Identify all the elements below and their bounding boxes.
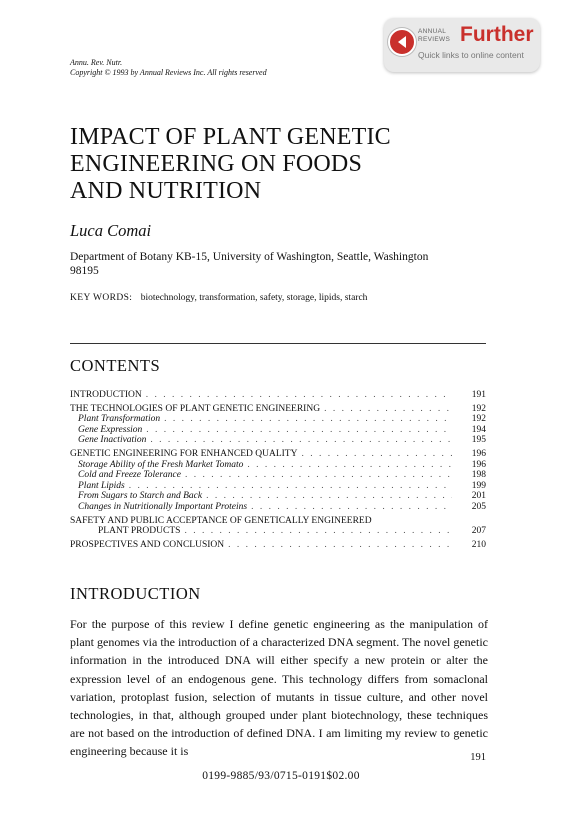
toc-entry-page: 198 <box>471 470 486 481</box>
title-line: IMPACT OF PLANT GENETIC <box>70 124 391 150</box>
toc-entry-label: Gene Expression <box>78 424 143 435</box>
author-affiliation: Department of Botany KB-15, University of Washington, Seattle, Washington 98195 <box>70 251 429 277</box>
toc-leader-dots <box>247 460 452 471</box>
toc-entry-page: 194 <box>471 424 486 435</box>
toc-entry-label: INTRODUCTION <box>70 390 142 400</box>
toc-entry-page: 205 <box>471 501 486 512</box>
toc-entry[interactable] <box>70 526 486 537</box>
toc-leader-dots <box>185 470 452 481</box>
toc-entry-page: 191 <box>471 390 486 400</box>
toc-entry[interactable] <box>70 460 486 471</box>
toc-entry[interactable] <box>70 435 486 446</box>
further-tagline: Quick links to online content <box>418 50 524 60</box>
toc-entry[interactable] <box>70 414 486 425</box>
toc-leader-dots <box>150 435 452 446</box>
toc-entry[interactable] <box>70 404 486 415</box>
keywords-label: KEY WORDS: <box>70 293 133 303</box>
keywords-terms: biotechnology, transformation, safety, storage, lipids, starch <box>140 293 368 303</box>
toc-leader-dots <box>146 425 452 436</box>
keywords <box>70 293 367 303</box>
title-line: ENGINEERING ON FOODS <box>70 151 362 177</box>
toc-entry-page: 207 <box>471 526 486 537</box>
toc-leader-dots <box>206 491 452 502</box>
page-number: 191 <box>470 752 486 763</box>
toc-entry-label: PROSPECTIVES AND CONCLUSION <box>70 539 225 550</box>
contents-heading: CONTENTS <box>70 356 161 375</box>
further-label: Further <box>460 23 534 46</box>
toc-entry-page: 201 <box>471 491 486 502</box>
toc-entry-label: From Sugars to Starch and Back <box>78 491 203 502</box>
toc-entry-label: Storage Ability of the Fresh Market Tomato <box>78 459 244 470</box>
toc-leader-dots <box>301 449 452 460</box>
toc-entry-page: 196 <box>471 459 486 470</box>
toc-entry[interactable] <box>70 470 486 481</box>
title-line: AND NUTRITION <box>70 178 262 204</box>
toc-leader-dots <box>146 390 452 401</box>
toc-leader-dots <box>228 540 452 551</box>
toc-leader-dots <box>324 404 452 415</box>
toc-entry[interactable] <box>70 481 486 492</box>
toc-leader-dots <box>184 526 452 537</box>
journal-citation: Annu. Rev. Nutr. <box>70 58 123 67</box>
toc-entry-label: Changes in Nutritionally Important Proteins <box>78 501 248 512</box>
copyright-notice: Copyright © 1993 by Annual Reviews Inc. All rights reserved <box>70 68 267 77</box>
toc-entry-page: 192 <box>471 403 486 414</box>
article-code: 0199-9885/93/0715-0191$02.00 <box>202 770 360 782</box>
section-divider <box>70 343 486 344</box>
toc-entry[interactable] <box>70 502 486 513</box>
toc-entry-label: Plant Transformation <box>78 414 161 425</box>
introduction-body: For the purpose of this review I define genetic engineering as the manipulation of plant genomes via the introduction of a characterized DNA segment. The novel genetic information in the introduced DNA will either specify a new protein or alter the expression level of an endogenous gene. This technology differs from somaclonal variation, protoplast fusion, selection of mutants in tissue culture, and other novel technologies, in that, although grouped under plant biotechnology, these techniques are not based on the introduction of defined DNA. I am limiting my review to genetic engineering because it is <box>70 617 488 759</box>
toc-entry-label: Plant Lipids <box>78 480 125 491</box>
toc-entry-page: 192 <box>471 414 486 425</box>
article-title <box>70 124 490 205</box>
toc-entry-label: PLANT PRODUCTS <box>98 526 181 537</box>
toc-entry-label: Cold and Freeze Tolerance <box>78 470 181 481</box>
toc-entry[interactable] <box>70 491 486 502</box>
toc-entry-label: Gene Inactivation <box>78 435 147 446</box>
author-name: Luca Comai <box>70 221 152 240</box>
annual-reviews-further-banner[interactable] <box>384 18 540 72</box>
toc-entry[interactable] <box>70 516 486 527</box>
toc-entry[interactable] <box>70 449 486 460</box>
table-of-contents <box>70 390 486 550</box>
toc-entry-page: 195 <box>471 435 486 446</box>
toc-entry[interactable] <box>70 390 486 401</box>
toc-leader-dots <box>164 414 452 425</box>
publisher-name: ANNUAL REVIEWS <box>418 28 451 43</box>
toc-entry-page: 210 <box>471 539 486 550</box>
toc-entry-page: 199 <box>471 480 486 491</box>
toc-entry[interactable] <box>70 540 486 551</box>
toc-leader-dots <box>129 481 452 492</box>
toc-entry-page: 196 <box>471 448 486 459</box>
toc-entry-label: THE TECHNOLOGIES OF PLANT GENETIC ENGINEERING <box>70 403 321 414</box>
toc-entry-label: SAFETY AND PUBLIC ACCEPTANCE OF GENETICALLY ENGINEERED <box>70 515 372 526</box>
annual-reviews-logo-icon <box>388 28 416 56</box>
toc-entry-label: GENETIC ENGINEERING FOR ENHANCED QUALITY <box>70 448 298 459</box>
toc-leader-dots <box>251 502 452 513</box>
introduction-heading: INTRODUCTION <box>70 584 201 603</box>
toc-entry[interactable] <box>70 425 486 436</box>
